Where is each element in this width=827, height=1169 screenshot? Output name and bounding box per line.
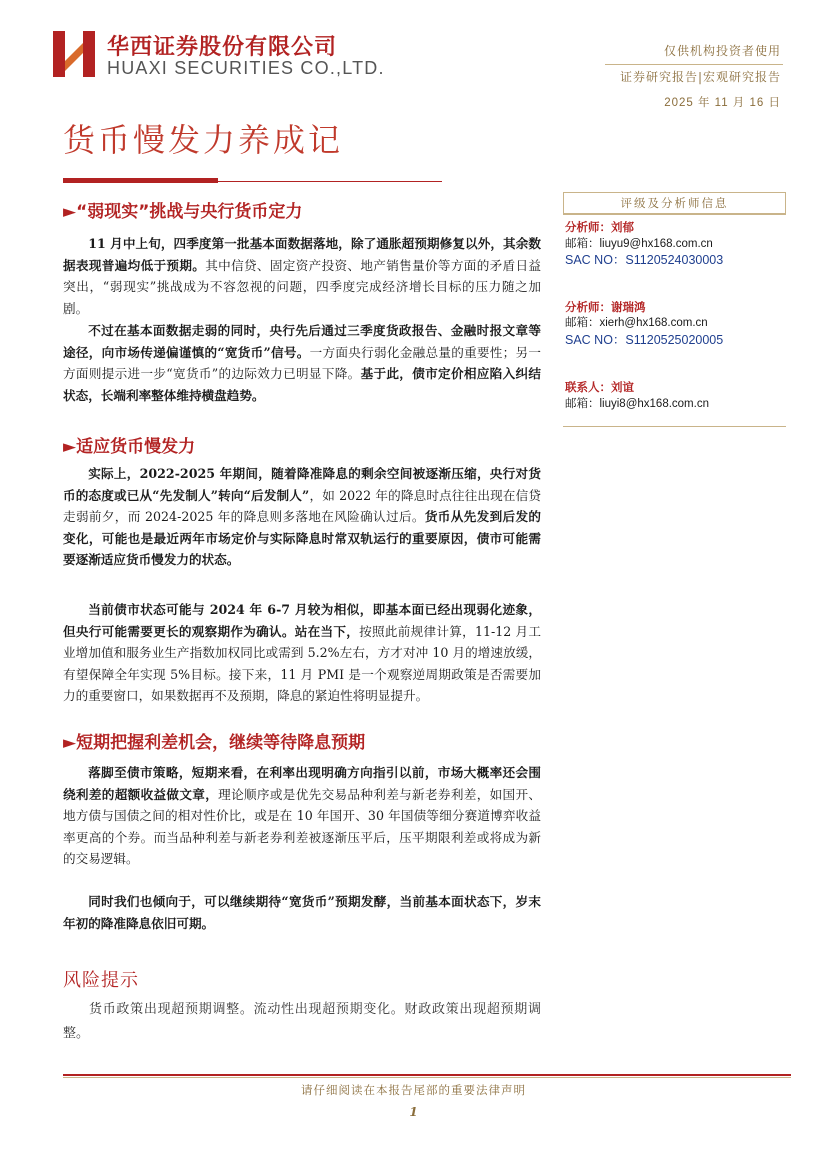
risk-heading: 风险提示 <box>63 970 139 991</box>
paragraph-2-1: 实际上，2022-2025 年期间，随着降准降息的剩余空间被逐渐压缩，央行对货币的态度或已从“先发制人”转向“后发制人”，如 2022 年的降息时点往往出现在信贷走弱前夕，而 2024-2025 年的降息则多落地在风险确认过后。货币从先发到后发的变化，可能也是最近两年市场定价与实际降息时常双轨运行的重要原因，债市可能需要逐渐适应货币慢发力的状态。 <box>63 466 541 568</box>
section-heading-1: ►“弱现实”挑战与央行货币定力 <box>63 202 303 222</box>
footer-disclaimer: 请仔细阅读在本报告尾部的重要法律声明 <box>301 1083 526 1097</box>
paragraph-1-2: 不过在基本面数据走弱的同时，央行先后通过三季度货政报告、金融时报文章等途径，向市场传递偏谨慎的“宽货币”信号。一方面央行弱化金融总量的重要性；另一方面则提示进一步“宽货币”的边际效力已明显下降。基于此，债市定价相应陷入纠结状态，长端利率整体维持横盘趋势。 <box>63 323 541 403</box>
audience-note: 仅供机构投资者使用 <box>663 44 781 58</box>
analyst-1-sac: SAC NO：S1120524030003 <box>565 253 724 267</box>
footer-rule-thin <box>63 1077 791 1078</box>
header-divider <box>605 64 783 65</box>
report-date: 2025 年 11 月 16 日 <box>664 97 781 109</box>
section-heading-3: ►短期把握利差机会，继续等待降息预期 <box>63 733 366 753</box>
page-title: 货币慢发力养成记 <box>63 121 344 159</box>
analyst-1-name: 分析师：刘郁 <box>565 220 634 234</box>
title-rule <box>63 178 218 183</box>
page-number: 1 <box>409 1105 418 1119</box>
paragraph-2-2: 当前债市状态可能与 2024 年 6-7 月较为相似，即基本面已经出现弱化迹象，但央行可能需要更长的观察期作为确认。站在当下，按照此前规律计算，11-12 月工业增加值和服务业生产指数加权同比或需到 5.2%左右，方才对冲 10 月的增速放缓，有望保障全年实现 5%目标。接下来，11 月 PMI 是一个观察逆周期政策是否需要加力的重要窗口，如果数据再不及预期，降息的紧迫性将明显提升。 <box>63 602 542 704</box>
paragraph-3-1: 落脚至债市策略，短期来看，在利率出现明确方向指引以前，市场大概率还会围绕利差的超额收益做文章，理论顺序或是优先交易品种利差与新老券利差，如国开、地方债与国债之间的相对性价比，或是在 10 年国开、30 年国债等细分赛道博弈收益率更高的个券。而当品种利差与新老券利差被逐渐压平后，压平期限利差或将成为新的交易逻辑。 <box>63 765 542 867</box>
analyst-1-email[interactable]: 邮箱：liuyu9@hx168.com.cn <box>565 238 713 250</box>
analyst-2-name: 分析师：谢瑞鸿 <box>565 300 646 314</box>
report-type: 证券研究报告|宏观研究报告 <box>619 70 781 84</box>
analyst-info-heading: 评级及分析师信息 <box>563 192 786 215</box>
company-name-cn: 华西证券股份有限公司 <box>107 35 338 60</box>
footer-rule <box>63 1074 791 1076</box>
analyst-info-panel <box>563 192 786 428</box>
section-heading-2: ►适应货币慢发力 <box>63 437 196 457</box>
contact-name: 联系人：刘谊 <box>565 380 634 394</box>
panel-bottom-rule <box>563 426 786 427</box>
paragraph-1-1: 11 月中上旬，四季度第一批基本面数据落地，除了通胀超预期修复以外，其余数据表现普遍均低于预期。其中信贷、固定资产投资、地产销售量价等方面的矛盾日益突出，“弱现实”挑战成为不容忽视的问题，四季度完成经济增长目标的压力随之加剧。 <box>63 236 542 316</box>
company-name-en: HUAXI SECURITIES CO.,LTD. <box>107 58 385 78</box>
title-rule-thin <box>218 181 442 182</box>
analyst-2-sac: SAC NO：S1120525020005 <box>565 333 724 347</box>
paragraph-3-2: 同时我们也倾向于，可以继续期待“宽货币”预期发酵，当前基本面状态下，岁末年初的降准降息依旧可期。 <box>63 894 541 931</box>
risk-text: 货币政策出现超预期调整。流动性出现超预期变化。财政政策出现超预期调整。 <box>63 1002 541 1041</box>
huaxi-logo-icon <box>53 31 97 77</box>
contact-email[interactable]: 邮箱：liuyi8@hx168.com.cn <box>565 398 709 410</box>
analyst-2-email[interactable]: 邮箱：xierh@hx168.com.cn <box>565 317 708 329</box>
